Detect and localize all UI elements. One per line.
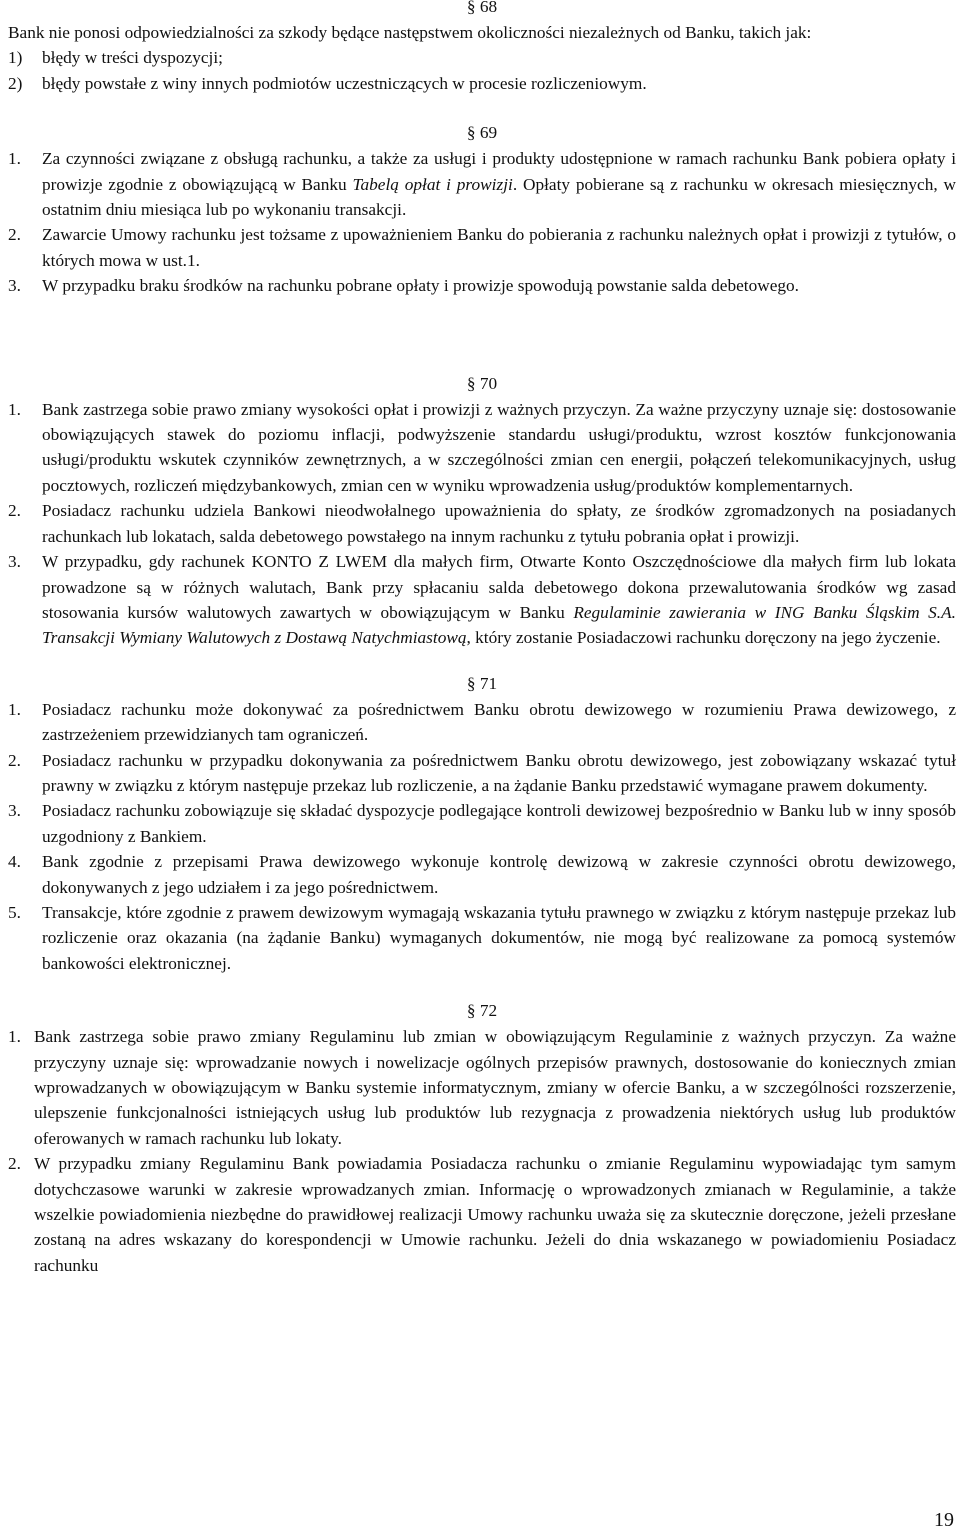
section-72 [8,998,956,1278]
section-heading: § 71 [466,673,498,693]
section-heading: § 68 [466,0,498,16]
list-item: 2) błędy powstałe z winy innych podmiotów uczestniczących w procesie rozliczeniowym. [8,73,647,93]
list-item: 4. Bank zgodnie z przepisami Prawa dewizowego wykonuje kontrolę dewizową w zakresie czynności obrotu dewizowego, dokonywanych z jego udziałem i za jego pośrednictwem. [8,852,956,897]
list-item: 1. Bank zastrzega sobie prawo zmiany wysokości opłat i prowizji z ważnych przyczyn. Za ważne przyczyny uznaje się: dostosowanie obowiązujących stawek do poziomu inflacji, podwyższenie standardu usługi/produktu, wzrost kosztów funkcjonowania usługi/produktu wskutek czynników zewnętrznych, a w szczególności zmian cen energii, połączeń telekomunikacyjnych, usług pocztowych, rozliczeń międzybankowych, zmian cen w wyniku wprowadzenia usług/produktów komplementarnych. [8,399,956,495]
list-item: 2. Posiadacz rachunku w przypadku dokonywania za pośrednictwem Banku obrotu dewizowego, jest zobowiązany wskazać tytuł prawny w związku z którym następuje przekaz lub rozliczenie, a na żądanie Banku przedstawić wymagane prawem dokumenty. [8,750,956,795]
section-heading: § 69 [466,123,498,143]
paragraph-intro: Bank nie ponosi odpowiedzialności za szkody będące następstwem okoliczności niezależnych od Banku, takich jak: [8,23,812,42]
list-item: 3. W przypadku, gdy rachunek KONTO Z LWEM dla małych firm, Otwarte Konto Oszczędnościowe dla małych firm lub lokata prowadzone są w różnych walutach, Bank przy spłacaniu salda debetowego dokona przewalutowania środków wg zasad stosowania kursów walutowych zawartych w obowiązującym w Banku Regulaminie zawierania w ING Banku Śląskim S.A. Transakcji Wymiany Walutowych z Dostawą Natychmiastową, który zostanie Posiadaczowi rachunku doręczony na jego życzenie. [8,552,957,648]
section-heading: § 70 [466,373,498,393]
list-item: 1) błędy w treści dyspozycji; [8,48,223,68]
list-item: 3. W przypadku braku środków na rachunku pobrane opłaty i prowizje spowodują powstanie salda debetowego. [8,276,799,296]
section-68 [8,0,956,96]
list-item: 1. Bank zastrzega sobie prawo zmiany Regulaminu lub zmian w obowiązującym Regulaminie z ważnych przyczyn. Za ważne przyczyny uznaje się: wprowadzanie nowych i nowelizacje ogólnych przepisów prawnych, dostosowanie do koniecznych zmian wprowadzanych w obowiązującym w Banku systemie informatycznym, zmiany w ofercie Banku, a w szczególności rozszerzenie, ulepszenie funkcjonalności istniejących usług lub produktów lub rezygnacja z prowadzenia niektórych usług lub produktów oferowanych w ramach rachunku lub lokaty. [8,1027,956,1148]
page-number: 19 [934,1508,954,1531]
list-item: 5. Transakcje, które zgodnie z prawem dewizowym wymagają wskazania tytułu prawnego w związku z którym następuje przekaz lub rozliczenie oraz okazania (na żądanie Banku) wymaganych dokumentów, nie mogą być realizowane za pomocą systemów bankowości elektronicznej. [8,902,956,973]
section-71 [8,671,956,976]
section-heading: § 72 [466,1001,498,1021]
list-item: 1. Posiadacz rachunku może dokonywać za pośrednictwem Banku obrotu dewizowego w rozumieniu Prawa dewizowego, z zastrzeżeniem przewidzianych tam ograniczeń. [8,699,956,745]
list-item: 2. Zawarcie Umowy rachunku jest tożsame z upoważnieniem Banku do pobierania z rachunku należnych opłat i prowizji z tytułów, o których mowa w ust.1. [8,225,956,270]
list-item: 1. Za czynności związane z obsługą rachunku, a także za usługi i produkty udostępnione w ramach rachunku Bank pobiera opłaty i prowizje zgodnie z obowiązującą w Banku Tabelą opłat i prowizji. Opłaty pobierane są z rachunku w okresach miesięcznych, w ostatnim dniu miesiąca lub po wykonaniu transakcji. [8,149,956,220]
section-69 [8,120,956,298]
list-item: 2. Posiadacz rachunku udziela Bankowi nieodwołalnego upoważnienia do spłaty, ze środków zgromadzonych na posiadanych rachunkach lub lokatach, salda debetowego powstałego na innym rachunku z tytułu pobrania opłat i prowizji. [8,501,956,546]
document-page [8,0,956,1278]
list-item: 2. W przypadku zmiany Regulaminu Bank powiadamia Posiadacza rachunku o zmianie Regulaminu wypowiadając tym samym dotychczasowe warunki w zakresie wprowadzanych zmian. Informację o wprowadzonych zmianach w Regulaminie, a także wszelkie powiadomienia niezbędne do prawidłowej realizacji Umowy rachunku uważa się za skutecznie doręczone, jeżeli przesłane zostaną na adres wskazany do korespondencji w Umowie rachunku. Jeżeli do dnia wskazanego w powiadomieniu Posiadacz rachunku [8,1154,956,1275]
list-item: 3. Posiadacz rachunku zobowiązuje się składać dyspozycje podlegające kontroli dewizowej bezpośrednio w Banku lub w inny sposób uzgodniony z Bankiem. [8,801,956,846]
section-70 [8,371,956,651]
